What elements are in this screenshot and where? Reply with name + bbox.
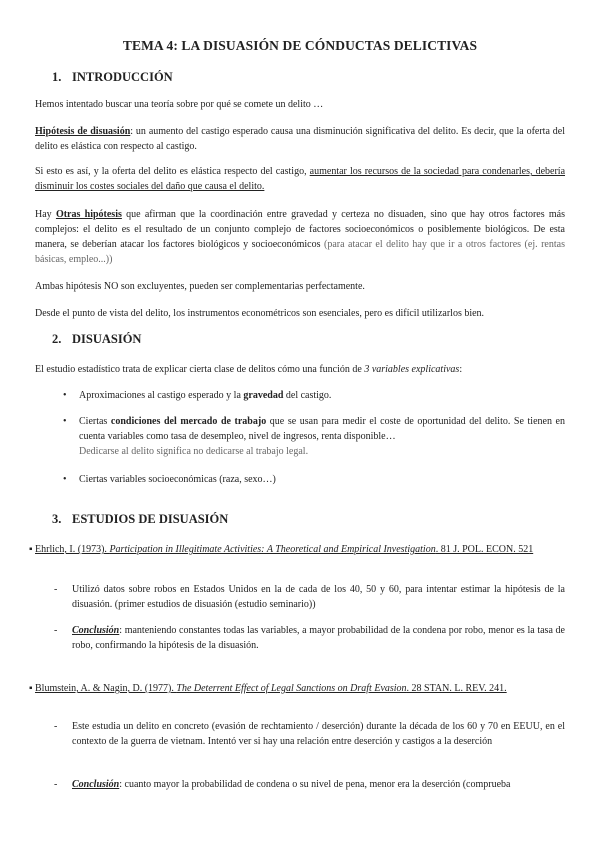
list-text: : cuanto mayor la probabilidad de condena o su nivel de pena, menor era la deserción (comprueba	[119, 779, 511, 790]
bullet-icon: •	[63, 416, 67, 427]
dash-icon: -	[54, 584, 58, 595]
paragraph-text: :	[459, 364, 463, 375]
paragraph	[35, 164, 565, 194]
reference-title: The Deterrent Effect of Legal Sanctions on Draft Evasion	[176, 683, 407, 694]
paragraph: Ambas hipótesis NO son excluyentes, pueden ser complementarias perfectamente.	[35, 281, 365, 292]
note-text: (para atacar el delito hay que ir a otros factores (ej. rentas básicas, empleo...))	[35, 239, 565, 265]
list-item	[63, 388, 565, 403]
term-conclusion: Conclusión	[72, 625, 120, 636]
list-text: del castigo.	[283, 390, 332, 401]
section-heading-text: ESTUDIOS DE DISUASIÓN	[72, 512, 229, 526]
note-text: Dedicarse al delito significa no dedicarse al trabajo legal.	[79, 446, 309, 457]
reference-blumstein	[29, 681, 565, 696]
list-item	[54, 582, 565, 612]
bold-text: gravedad	[243, 390, 284, 401]
list-text: Utilizó datos sobre robos en Estados Unidos en la de cada de los 40, 50 y 60, para intentar estimar la hipótesis de la disuasión. (primer estudios de disuasión (estudio seminario))	[72, 584, 565, 610]
square-bullet-icon: ▪	[29, 544, 33, 555]
list-text: Este estudia un delito en concreto (evasión de rechtamiento / deserción) durante la década de los 60 y 70 en EEUU, en el contexto de la guerra de vietnam. Intentó ver si hay una relación entre deserción y castigos a la deserción	[72, 721, 565, 747]
section-heading-introduccion	[52, 70, 173, 85]
bold-text: condiciones del mercado de trabajo	[110, 416, 267, 427]
term-otras-hipotesis: Otras hipótesis	[55, 209, 122, 220]
paragraph	[35, 124, 565, 154]
underlined-text: aumentar los recursos de la sociedad para condenarles, debería disminuir los costes sociales del daño que causa el delito.	[35, 166, 566, 192]
section-number: 1.	[52, 70, 62, 84]
section-heading-disuasion	[52, 332, 141, 347]
reference-ehrlich	[29, 542, 565, 557]
term-hipotesis-disuasion: Hipótesis de disuasión	[35, 126, 131, 137]
list-text: Ciertas	[79, 416, 111, 427]
dash-icon: -	[54, 779, 58, 790]
bullet-icon: •	[63, 390, 67, 401]
section-number: 3.	[52, 512, 62, 526]
paragraph	[35, 207, 565, 267]
list-item	[63, 472, 565, 487]
dash-icon: -	[54, 721, 58, 732]
reference-author: Ehrlich, I. (1973).	[35, 544, 110, 555]
section-heading-estudios	[52, 512, 228, 527]
paragraph-text: El estudio estadístico trata de explicar cierta clase de delitos cómo una función de	[35, 364, 365, 375]
term-conclusion: Conclusión	[72, 779, 120, 790]
reference-title: Participation in Illegitimate Activities: A Theoretical and Empirical Investigation	[109, 544, 436, 555]
list-text: que se usan para medir el coste de oportunidad del delito. Se tienen en cuenta variables como tasa de desempleo, nivel de ingresos, renta disponible…	[79, 416, 565, 442]
page-title: TEMA 4: LA DISUASIÓN DE CÓNDUCTAS DELICTIVAS	[122, 38, 478, 53]
list-item	[63, 414, 565, 459]
list-item	[54, 719, 565, 749]
paragraph: Hemos intentado buscar una teoría sobre por qué se comete un delito …	[35, 99, 324, 110]
list-text: Ciertas variables socioeconómicas (raza, sexo…)	[79, 474, 276, 485]
reference-author: Blumstein, A. & Nagin, D. (1977).	[35, 683, 177, 694]
bullet-icon: •	[63, 474, 67, 485]
section-heading-text: DISUASIÓN	[72, 332, 142, 346]
list-item	[54, 777, 565, 792]
paragraph-text: que afirman que la coordinación entre gravedad y certeza no disuaden, sino que hay otros factores más complejos: el delito es el resultado de un conjunto complejo de factores socioeconómicos o posiblemente biológicos. De esta manera, se deberían atacar los factores biológicos y socioeconómicos	[35, 209, 566, 250]
paragraph: Desde el punto de vista del delito, los instrumentos econométricos son esenciales, pero es difícil utilizarlos bien.	[35, 308, 485, 319]
list-text: Aproximaciones al castigo esperado y la	[79, 390, 244, 401]
paragraph-text: : un aumento del castigo esperado causa una disminución significativa del delito. Es decir, que la oferta del delito es elástica con respecto al castigo.	[35, 126, 565, 152]
paragraph-text: Hay	[35, 209, 56, 220]
reference-source: . 28 STAN. L. REV. 241.	[406, 683, 507, 694]
list-item	[54, 623, 565, 653]
paragraph	[35, 362, 565, 377]
emphasis-text: 3 variables explicativas	[364, 364, 460, 375]
list-text: : manteniendo constantes todas las variables, a mayor probabilidad de la condena por robo, menor es la tasa de robo, confirmando la hipótesis de la disuasión.	[72, 625, 565, 651]
section-heading-text: INTRODUCCIÓN	[72, 70, 173, 84]
dash-icon: -	[54, 625, 58, 636]
reference-source: . 81 J. POL. ECON. 521	[435, 544, 534, 555]
square-bullet-icon: ▪	[29, 683, 33, 694]
section-number: 2.	[52, 332, 62, 346]
paragraph-text: Si esto es así, y la oferta del delito es elástica respecto del castigo,	[35, 166, 310, 177]
